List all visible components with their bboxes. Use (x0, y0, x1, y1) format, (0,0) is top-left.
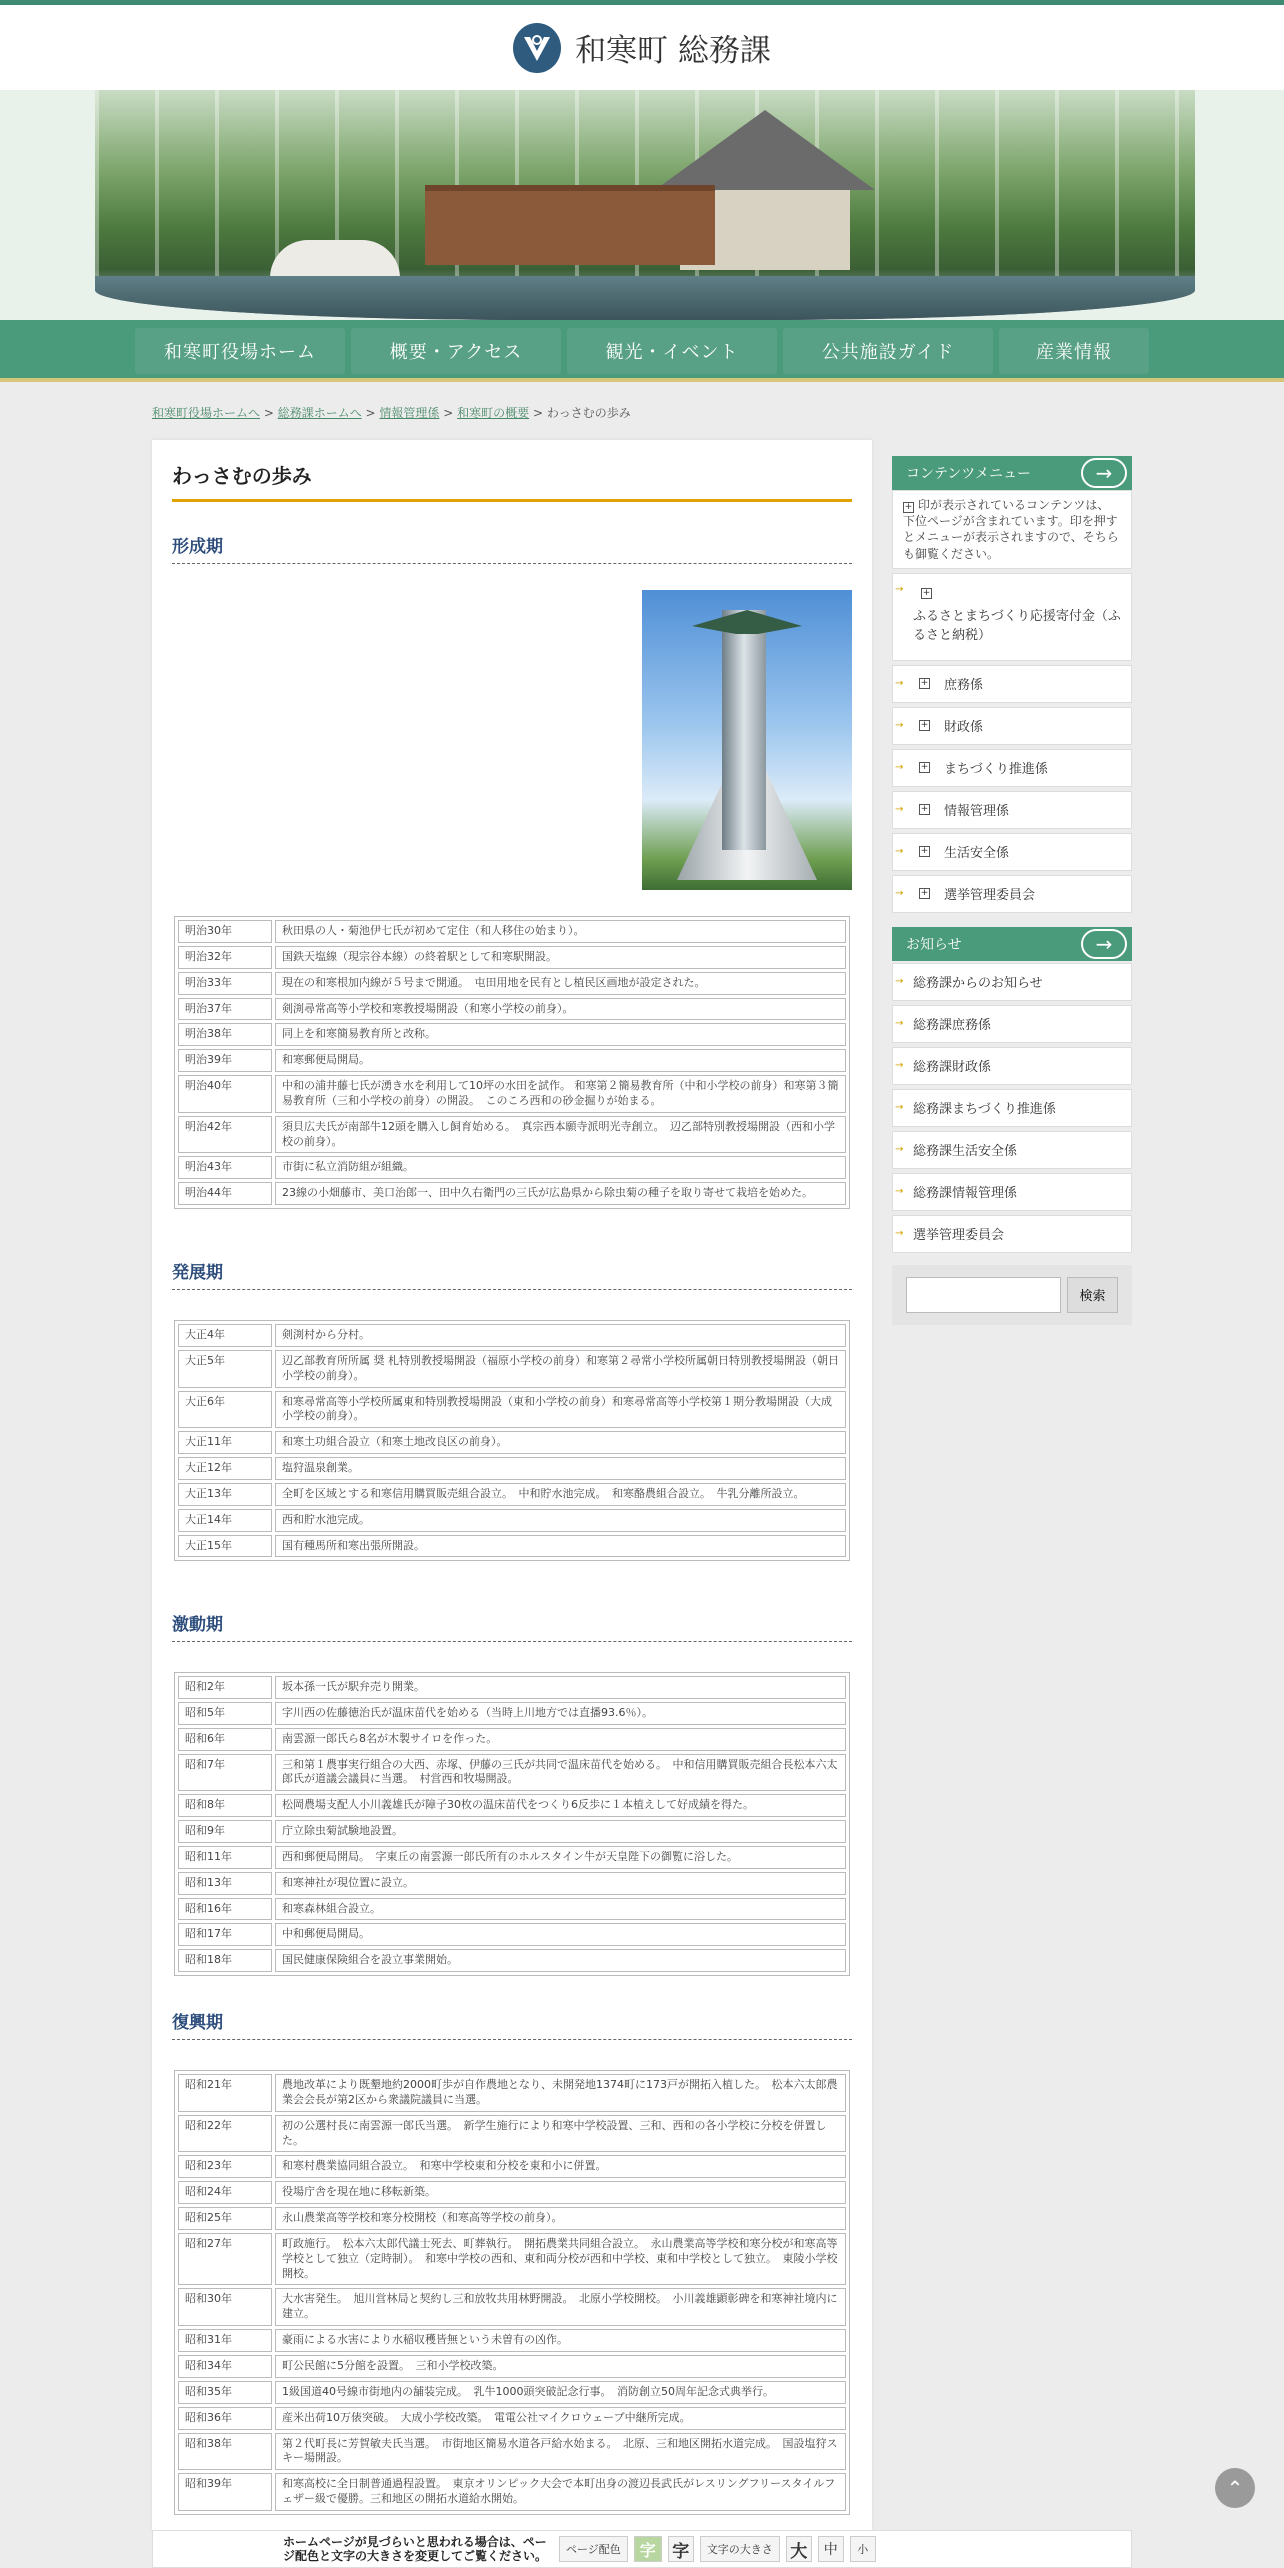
accessibility-bar (152, 2530, 1132, 2568)
sidebar-item-zaisei[interactable] (892, 707, 1132, 745)
event-cell: 西和郵便局開局。 字東丘の南雲源一郎氏所有のホルスタイン牛が天皇陛下の御覧に浴した。 (275, 1846, 846, 1869)
event-cell: 南雲源一郎氏ら8名が木製サイロを作った。 (275, 1728, 846, 1751)
event-cell: 和寒村農業協同組合設立。 和寒中学校東和分校を東和小に併置。 (275, 2155, 846, 2178)
table-row (178, 2381, 846, 2404)
table-row (178, 2233, 846, 2286)
era-cell: 昭和35年 (178, 2381, 272, 2404)
era-cell: 大正4年 (178, 1324, 272, 1347)
news-header (892, 927, 1132, 961)
era-cell: 昭和21年 (178, 2074, 272, 2112)
table-row (178, 1391, 846, 1429)
color-scheme-green-button[interactable]: 字 (634, 2536, 662, 2562)
expand-icon[interactable]: → + (920, 846, 929, 857)
event-cell: 和寒高校に全日制普通過程設置。 東京オリンピック大会で本町出身の渡辺長武氏がレスリングフリースタイルフェザー級で優勝。三和地区の開拓水道給水開始。 (275, 2473, 846, 2511)
era-cell: 明治40年 (178, 1075, 272, 1113)
event-cell: 国鉄天塩線（現宗谷本線）の終着駅として和寒駅開設。 (275, 946, 846, 969)
expand-icon[interactable]: → + (920, 678, 929, 689)
table-row (178, 1794, 846, 1817)
news-item[interactable]: → 総務課庶務係 (892, 1005, 1132, 1043)
table-row (178, 946, 846, 969)
era-cell: 昭和7年 (178, 1754, 272, 1792)
era-cell: 昭和38年 (178, 2433, 272, 2471)
event-cell: 町公民館に5分館を設置。 三和小学校改築。 (275, 2355, 846, 2378)
font-size-large-button[interactable]: 大 (786, 2536, 812, 2562)
era-cell: 大正5年 (178, 1350, 272, 1388)
contents-menu-title: コンテンツメニュー (906, 466, 1032, 482)
table-row (178, 1156, 846, 1179)
era-cell: 昭和8年 (178, 1794, 272, 1817)
table-row (178, 1923, 846, 1946)
news-item[interactable]: → 選挙管理委員会 (892, 1215, 1132, 1253)
expand-icon[interactable]: → + (920, 804, 929, 815)
era-cell: 明治32年 (178, 946, 272, 969)
main-content (152, 440, 872, 2530)
table-row (178, 2329, 846, 2352)
history-table (174, 916, 850, 1209)
table-row (178, 972, 846, 995)
table-row (178, 1509, 846, 1532)
table-row (178, 1431, 846, 1454)
arrow-right-icon: → (1081, 458, 1127, 488)
nav-industry[interactable]: 産業情報 (999, 328, 1149, 374)
breadcrumb-link[interactable]: 総務課ホームへ (277, 406, 362, 420)
event-cell: 坂本孫一氏が駅弁売り開業。 (275, 1676, 846, 1699)
breadcrumb: 和寒町役場ホームへ > 総務課ホームへ > 情報管理係 > 和寒町の概要 > わっさむの歩み (152, 406, 631, 420)
hero-banner (0, 90, 1284, 320)
table-row (178, 1350, 846, 1388)
news-item[interactable]: → 総務課からのお知らせ (892, 963, 1132, 1001)
event-cell: 農地改革により既墾地約2000町歩が自作農地となり、未開発地1374町に173戸が開拓入植した。 松本六太郎農業会会長が第2区から衆議院議員に当選。 (275, 2074, 846, 2112)
news-item[interactable]: → 総務課財政係 (892, 1047, 1132, 1085)
section-title: 復興期 (172, 2008, 852, 2040)
era-cell: 昭和6年 (178, 1728, 272, 1751)
era-cell: 昭和2年 (178, 1676, 272, 1699)
era-cell: 明治33年 (178, 972, 272, 995)
event-cell: 初の公選村長に南雲源一郎氏当選。 新学生施行により和寒中学校設置、三和、西和の各小学校に分校を併置した。 (275, 2115, 846, 2153)
nav-tourism-events[interactable]: 観光・イベント (567, 328, 777, 374)
global-nav (0, 320, 1284, 382)
expand-icon[interactable]: + (922, 587, 931, 598)
event-cell: 三和第１農事実行組合の大西、赤塚、伊藤の三氏が共同で温床苗代を始める。 中和信用購買販売組合長松本六太郎氏が道議会議員に当選。 村営西和牧場開設。 (275, 1754, 846, 1792)
back-to-top-button[interactable] (1215, 2468, 1255, 2508)
town-emblem-icon[interactable] (513, 23, 561, 73)
era-cell: 明治38年 (178, 1023, 272, 1046)
event-cell: 西和貯水池完成。 (275, 1509, 846, 1532)
sidebar-item-label: 生活安全係 (944, 846, 1010, 862)
sidebar-item-label: ふるさとまちづくり応援寄付金（ふるさと納税） (913, 608, 1121, 643)
table-row (178, 920, 846, 943)
table-row (178, 1182, 846, 1205)
table-row (178, 2355, 846, 2378)
history-table (174, 1672, 850, 1976)
era-cell: 昭和34年 (178, 2355, 272, 2378)
table-row (178, 1820, 846, 1843)
event-cell: 中和郵便局開局。 (275, 1923, 846, 1946)
table-row (178, 1324, 846, 1347)
table-row (178, 1898, 846, 1921)
era-cell: 昭和27年 (178, 2233, 272, 2286)
note-text: 印が表示されているコンテンツは、下位ページが含まれています。印を押すとメニューが表示されますので、そちらも御覧ください。 (903, 498, 1119, 561)
section-title: 発展期 (172, 1258, 852, 1290)
sidebar (892, 456, 1132, 1325)
era-cell: 昭和24年 (178, 2181, 272, 2204)
event-cell: 中和の浦井藤七氏が湧き水を利用して10坪の水田を試作。 和寒第２簡易教育所（中和小学校の前身）和寒第３簡易教育所（三和小学校の前身）の開設。 このころ西和の砂金掘りが始まる。 (275, 1075, 846, 1113)
news-item[interactable]: → 総務課まちづくり推進係 (892, 1089, 1132, 1127)
event-cell: 剣渕尋常高等小学校和寒教授場開設（和寒小学校の前身）。 (275, 998, 846, 1021)
event-cell: 現在の和寒根加内線が５号まで開通。 屯田用地を民有とし植民区画地が設定された。 (275, 972, 846, 995)
search-button[interactable]: 検索 (1067, 1277, 1118, 1313)
event-cell: 国有種馬所和寒出張所開設。 (275, 1535, 846, 1558)
table-row (178, 1483, 846, 1506)
news-item[interactable]: → 総務課生活安全係 (892, 1131, 1132, 1169)
table-row (178, 1676, 846, 1699)
era-cell: 大正13年 (178, 1483, 272, 1506)
color-scheme-default-button[interactable]: 字 (668, 2536, 694, 2562)
sidebar-item-label: 庶務係 (944, 678, 984, 694)
font-size-small-button[interactable]: 小 (850, 2536, 876, 2562)
table-row (178, 1872, 846, 1895)
era-cell: 明治37年 (178, 998, 272, 1021)
table-row (178, 1116, 846, 1154)
era-cell: 昭和31年 (178, 2329, 272, 2352)
event-cell: 辺乙部教育所所属 奨 札特別教授場開設（福原小学校の前身）和寒第２尋常小学校所属朝日特別教授場開設（朝日小学校の前身）。 (275, 1350, 846, 1388)
sidebar-item-label: 財政係 (944, 720, 984, 736)
event-cell: 産米出荷10万俵突破。 大成小学校改築。 電電公社マイクロウェーブ中継所完成。 (275, 2407, 846, 2430)
table-row (178, 2181, 846, 2204)
event-cell: 和寒神社が現位置に設立。 (275, 1872, 846, 1895)
era-cell: 昭和30年 (178, 2288, 272, 2326)
table-row (178, 1846, 846, 1869)
section-title: 形成期 (172, 532, 852, 564)
event-cell: 同上を和寒簡易教育所と改称。 (275, 1023, 846, 1046)
event-cell: 秋田県の人・菊池伊七氏が初めて定住（和人移住の始まり）。 (275, 920, 846, 943)
table-row (178, 2288, 846, 2326)
expand-icon[interactable]: → + (920, 888, 929, 899)
sidebar-item-furusato[interactable] (892, 573, 1132, 661)
site-header (0, 5, 1284, 90)
event-cell: 豪雨による水害により水稲収穫皆無という未曽有の凶作。 (275, 2329, 846, 2352)
font-size-label: 文字の大きさ (700, 2536, 780, 2562)
table-row (178, 1702, 846, 1725)
nav-overview-access[interactable]: 概要・アクセス (351, 328, 561, 374)
era-cell: 昭和18年 (178, 1949, 272, 1972)
plus-icon: + (904, 502, 913, 512)
event-cell: 和寒土功組合設立（和寒土地改良区の前身）。 (275, 1431, 846, 1454)
color-scheme-label: ページ配色 (559, 2536, 628, 2562)
sidebar-item-label: 情報管理係 (944, 804, 1010, 820)
nav-public-facilities[interactable]: 公共施設ガイド (783, 328, 993, 374)
table-row (178, 1023, 846, 1046)
table-row (178, 2473, 846, 2511)
sidebar-item-seikatsuanzen[interactable] (892, 833, 1132, 871)
table-row (178, 998, 846, 1021)
event-cell: 町政施行。 松本六太郎代議士死去、町葬執行。 開拓農業共同組合設立。 永山農業高等学校和寒分校が和寒高等学校として独立（定時制）。 和寒中学校の西和、東和両分校が西和中学校、東和中学校として独立。 東陵小学校開校。 (275, 2233, 846, 2286)
sidebar-item-shomu[interactable] (892, 665, 1132, 703)
breadcrumb-link[interactable]: 和寒町の概要 (457, 406, 530, 420)
contents-menu-note (892, 490, 1132, 569)
sidebar-item-label: 選挙管理委員会 (944, 888, 1036, 904)
event-cell: 剣渕村から分村。 (275, 1324, 846, 1347)
event-cell: 大水害発生。 旭川営林局と契約し三和放牧共用林野開設。 北原小学校開校。 小川義雄顕彰碑を和寒神社境内に建立。 (275, 2288, 846, 2326)
table-row (178, 1075, 846, 1113)
section-title: 激動期 (172, 1610, 852, 1642)
era-cell: 大正15年 (178, 1535, 272, 1558)
era-cell: 昭和17年 (178, 1923, 272, 1946)
table-row (178, 1535, 846, 1558)
era-cell: 明治42年 (178, 1116, 272, 1154)
event-cell: 松岡農場支配人小川義雄氏が障子30枚の温床苗代をつくり6反歩に１本植えして好成績を得た。 (275, 1794, 846, 1817)
era-cell: 昭和36年 (178, 2407, 272, 2430)
nav-home[interactable]: 和寒町役場ホーム (135, 328, 345, 374)
expand-icon[interactable]: → + (920, 762, 929, 773)
arrow-right-icon: → (1081, 929, 1127, 959)
event-cell: 全町を区域とする和寒信用購買販売組合設立。 中和貯水池完成。 和寒酪農組合設立。 牛乳分離所設立。 (275, 1483, 846, 1506)
era-cell: 明治30年 (178, 920, 272, 943)
event-cell: 塩狩温泉創業。 (275, 1457, 846, 1480)
site-title[interactable]: 和寒町 総務課 (575, 33, 771, 69)
event-cell: 庁立除虫菊試験地設置。 (275, 1820, 846, 1843)
era-cell: 昭和11年 (178, 1846, 272, 1869)
table-row (178, 2074, 846, 2112)
era-cell: 大正11年 (178, 1431, 272, 1454)
table-row (178, 1049, 846, 1072)
campground-photo (95, 90, 1195, 320)
event-cell: 和寒森林組合設立。 (275, 1898, 846, 1921)
event-cell: 字川西の佐藤徳治氏が温床苗代を始める（当時上川地方では直播93.6％）。 (275, 1702, 846, 1725)
monument-photo (642, 590, 852, 890)
era-cell: 明治44年 (178, 1182, 272, 1205)
event-cell: 市街に私立消防組が組織。 (275, 1156, 846, 1179)
era-cell: 昭和39年 (178, 2473, 272, 2511)
event-cell: 23線の小畑藤市、美口治郎一、田中久右衛門の三氏が広島県から除虫菊の種子を取り寄せて栽培を始めた。 (275, 1182, 846, 1205)
page-title: わっさむの歩み (172, 460, 852, 502)
event-cell: 役場庁舎を現在地に移転新築。 (275, 2181, 846, 2204)
era-cell: 大正14年 (178, 1509, 272, 1532)
event-cell: 1級国道40号線市街地内の舗装完成。 乳牛1000頭突破記念行事。 消防創立50周年記念式典挙行。 (275, 2381, 846, 2404)
table-row (178, 2407, 846, 2430)
news-title: お知らせ (906, 936, 962, 953)
era-cell: 明治43年 (178, 1156, 272, 1179)
table-row (178, 2207, 846, 2230)
table-row (178, 2155, 846, 2178)
accessibility-note: ホームページが見づらいと思われる場合は、ページ配色と文字の大きさを変更してご覧ください。 (283, 2534, 548, 2563)
sidebar-item-senkyo[interactable] (892, 875, 1132, 913)
era-cell: 昭和23年 (178, 2155, 272, 2178)
history-table (174, 2070, 850, 2515)
era-cell: 昭和25年 (178, 2207, 272, 2230)
contents-menu-header (892, 456, 1132, 490)
table-row (178, 1949, 846, 1972)
sidebar-item-johokanri[interactable] (892, 791, 1132, 829)
event-cell: 和寒尋常高等小学校所属東和特別教授場開設（東和小学校の前身）和寒尋常高等小学校第１期分教場開設（大成小学校の前身）。 (275, 1391, 846, 1429)
breadcrumb-link[interactable]: 和寒町役場ホームへ (152, 406, 261, 420)
chevron-up-icon: ⌃ (1226, 2476, 1244, 2500)
table-row (178, 1457, 846, 1480)
breadcrumb-link[interactable]: 情報管理係 (379, 406, 440, 420)
era-cell: 昭和9年 (178, 1820, 272, 1843)
table-row (178, 1754, 846, 1792)
sidebar-item-label: まちづくり推進係 (944, 762, 1048, 778)
era-cell: 大正12年 (178, 1457, 272, 1480)
news-item[interactable]: → 総務課情報管理係 (892, 1173, 1132, 1211)
search-input[interactable] (906, 1277, 1061, 1313)
font-size-medium-button[interactable]: 中 (818, 2536, 844, 2562)
era-cell: 昭和5年 (178, 1702, 272, 1725)
era-cell: 昭和16年 (178, 1898, 272, 1921)
table-row (178, 2433, 846, 2471)
event-cell: 第２代町長に芳賀敏夫氏当選。 市街地区簡易水道各戸給水始まる。 北原、三和地区開拓水道完成。 国設塩狩スキー場開設。 (275, 2433, 846, 2471)
breadcrumb-current: わっさむの歩み (546, 406, 631, 420)
expand-icon[interactable]: → + (920, 720, 929, 731)
search-form (892, 1265, 1132, 1325)
sidebar-item-machizukuri[interactable] (892, 749, 1132, 787)
event-cell: 国民健康保険組合を設立事業開始。 (275, 1949, 846, 1972)
era-cell: 明治39年 (178, 1049, 272, 1072)
era-cell: 昭和13年 (178, 1872, 272, 1895)
era-cell: 大正6年 (178, 1391, 272, 1429)
event-cell: 和寒郵便局開局。 (275, 1049, 846, 1072)
history-table (174, 1320, 850, 1561)
event-cell: 永山農業高等学校和寒分校開校（和寒高等学校の前身）。 (275, 2207, 846, 2230)
table-row (178, 1728, 846, 1751)
table-row (178, 2115, 846, 2153)
era-cell: 昭和22年 (178, 2115, 272, 2153)
event-cell: 須貝広夫氏が南部牛12頭を購入し飼育始める。 真宗西本願寺派明光寺創立。 辺乙部特別教授場開設（西和小学校の前身）。 (275, 1116, 846, 1154)
